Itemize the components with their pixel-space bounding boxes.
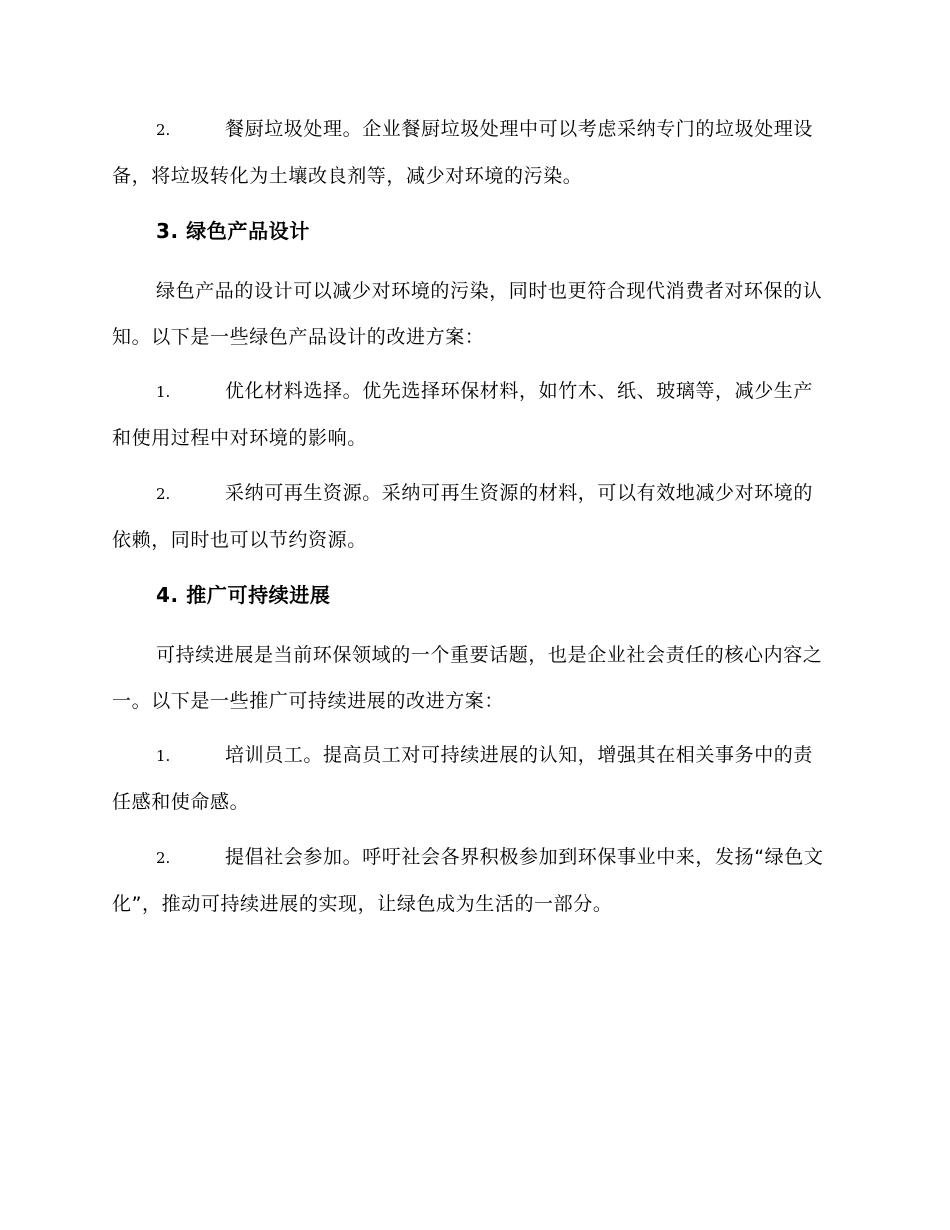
list-item-text: 提倡社会参加。呼吁社会各界积极参加到环保事业中来，发扬“绿色文化”，推动可持续进展的实现，让绿色成为生活的一部分。 [112,846,824,915]
list-item-number: 2. [156,121,171,139]
list-item-number: 2. [156,485,171,503]
section-heading: 4. 推广可持续进展 [156,583,331,607]
list-item [112,368,832,461]
list-item [112,470,832,563]
section-intro: 可持续进展是当前环保领域的一个重要话题，也是企业社会责任的核心内容之一。以下是一些推广可持续进展的改进方案： [112,644,823,712]
list-item-number: 2. [156,849,171,867]
list-item-text: 优化材料选择。优先选择环保材料，如竹木、纸、玻璃等，减少生产和使用过程中对环境的影响。 [112,380,814,449]
section-heading: 3. 绿色产品设计 [156,219,310,243]
list-item-text: 餐厨垃圾处理。企业餐厨垃圾处理中可以考虑采纳专门的垃圾处理设备，将垃圾转化为土壤改良剂等，减少对环境的污染。 [112,118,814,187]
section-intro: 绿色产品的设计可以减少对环境的污染，同时也更符合现代消费者对环保的认知。以下是一些绿色产品设计的改进方案： [112,280,823,348]
list-item-number: 1. [156,747,171,765]
list-item-text: 采纳可再生资源。采纳可再生资源的材料，可以有效地减少对环境的依赖，同时也可以节约资源。 [112,482,814,551]
list-item [112,834,832,927]
list-item-text: 培训员工。提高员工对可持续进展的认知，增强其在相关事务中的责任感和使命感。 [112,744,814,813]
list-item [112,732,832,825]
list-item [112,106,832,199]
list-item-number: 1. [156,383,171,401]
